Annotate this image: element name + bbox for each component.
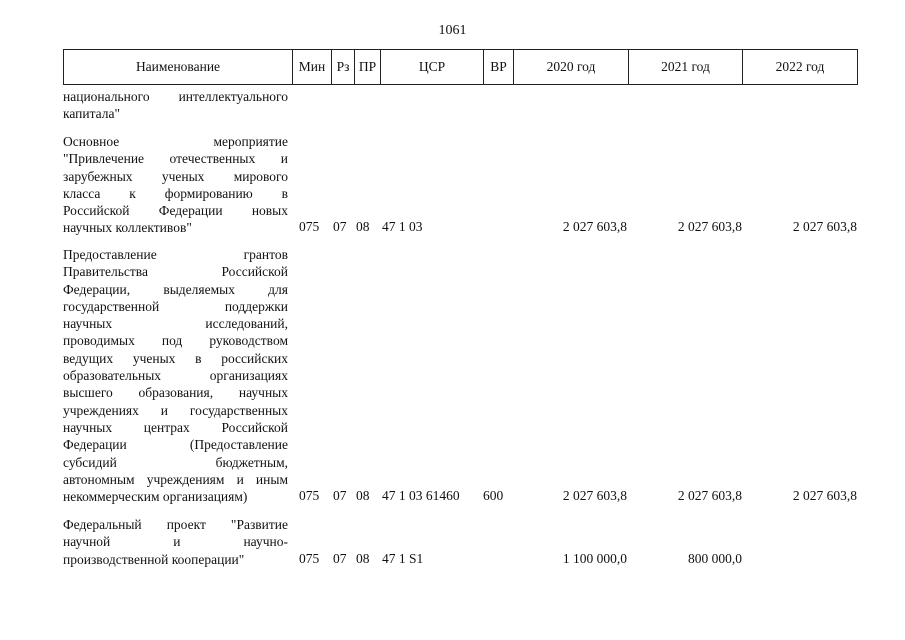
name-line: проводимых под руководством bbox=[63, 333, 288, 349]
name-line: капитала" bbox=[63, 106, 121, 122]
cell-vr: 600 bbox=[483, 488, 504, 503]
cell-min: 075 bbox=[299, 219, 320, 234]
name-line: класса к формированию в bbox=[63, 185, 288, 201]
cell-2021: 2 027 603,8 bbox=[677, 488, 742, 503]
header-2020: 2020 год bbox=[514, 50, 629, 84]
name-line: учреждениях и государственных bbox=[63, 402, 288, 418]
cell-rz: 07 bbox=[333, 551, 347, 566]
cell-2020: 2 027 603,8 bbox=[562, 219, 627, 234]
header-csr: ЦСР bbox=[381, 50, 484, 84]
cell-2021: 800 000,0 bbox=[688, 551, 742, 566]
name-line: Предоставление грантов bbox=[63, 247, 288, 262]
name-line: Правительства Российской bbox=[63, 264, 288, 280]
header-2021: 2021 год bbox=[629, 50, 743, 84]
cell-2022: 2 027 603,8 bbox=[792, 488, 857, 503]
row-name-grants bbox=[63, 246, 288, 505]
name-line: Федерации (Предоставление bbox=[63, 437, 288, 453]
name-line: высшего образования, научных bbox=[63, 385, 288, 401]
name-line: автономным учреждениям и иным bbox=[63, 471, 288, 487]
name-line: Федерации, выделяемых для bbox=[63, 281, 288, 297]
header-name: Наименование bbox=[64, 50, 293, 84]
cell-min: 075 bbox=[299, 551, 320, 566]
cell-2021: 2 027 603,8 bbox=[677, 219, 742, 234]
cell-pr: 08 bbox=[356, 488, 370, 503]
cell-pr: 08 bbox=[356, 219, 370, 234]
cell-2022: 2 027 603,8 bbox=[792, 219, 857, 234]
header-min: Мин bbox=[293, 50, 332, 84]
name-line: образовательных организациях bbox=[63, 368, 288, 384]
name-line: ведущих ученых в российских bbox=[63, 350, 288, 366]
header-vr: ВР bbox=[484, 50, 514, 84]
cell-rz: 07 bbox=[333, 219, 347, 234]
name-line: национального интеллектуального bbox=[63, 89, 288, 104]
name-line: субсидий бюджетным, bbox=[63, 454, 288, 470]
row-name-federal-project bbox=[63, 516, 288, 568]
name-line: Российской Федерации новых bbox=[63, 203, 288, 219]
cell-csr: 47 1 03 61460 bbox=[382, 488, 460, 503]
cell-2020: 1 100 000,0 bbox=[562, 551, 627, 566]
cell-rz: 07 bbox=[333, 488, 347, 503]
name-line: некоммерческим организациям) bbox=[63, 489, 248, 505]
table-header bbox=[63, 49, 858, 85]
name-line: производственной кооперации" bbox=[63, 551, 245, 567]
cell-min: 075 bbox=[299, 488, 320, 503]
header-pr: ПР bbox=[355, 50, 381, 84]
name-line: научной и научно- bbox=[63, 534, 288, 550]
name-line: научных коллективов" bbox=[63, 220, 192, 236]
name-line: научных центрах Российской bbox=[63, 419, 288, 435]
page-number: 1061 bbox=[438, 23, 467, 38]
cell-csr: 47 1 S1 bbox=[382, 551, 424, 566]
cell-pr: 08 bbox=[356, 551, 370, 566]
name-line: зарубежных ученых мирового bbox=[63, 168, 288, 184]
name-line: "Привлечение отечественных и bbox=[63, 151, 288, 167]
name-line: научных исследований, bbox=[63, 316, 288, 332]
row-name-continuation bbox=[63, 88, 288, 123]
header-2022: 2022 год bbox=[775, 59, 825, 74]
cell-csr: 47 1 03 bbox=[382, 219, 423, 234]
name-line: государственной поддержки bbox=[63, 298, 288, 314]
cell-2020: 2 027 603,8 bbox=[562, 488, 627, 503]
name-line: Основное мероприятие bbox=[63, 134, 288, 149]
header-rz: Рз bbox=[332, 50, 355, 84]
name-line: Федеральный проект "Развитие bbox=[63, 517, 288, 532]
row-name-main-event bbox=[63, 133, 288, 237]
